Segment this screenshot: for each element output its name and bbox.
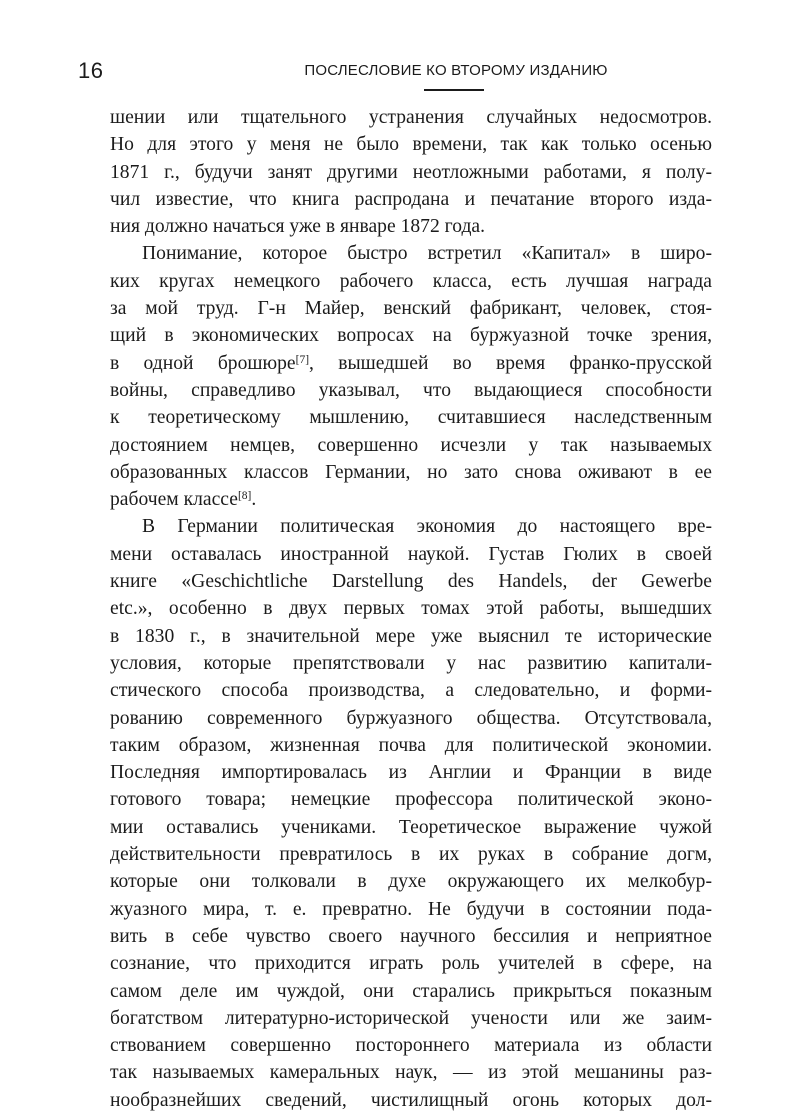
text-line: за мой труд. Г-н Майер, венский фабрикант, человек, стоя-: [110, 298, 712, 320]
text-line: ких кругах немецкого рабочего класса, есть лучшая награда: [110, 270, 712, 292]
text-line: 1871 г., будучи занят другими неотложными работами, я полу-: [110, 161, 712, 183]
paragraph: [110, 240, 712, 513]
text-line: шении или тщательного устранения случайных недосмотров.: [110, 107, 712, 128]
running-title: ПОСЛЕСЛОВИЕ КО ВТОРОМУ ИЗДАНИЮ: [304, 62, 608, 79]
text-line: чил известие, что книга распродана и печатание второго изда-: [110, 188, 712, 210]
text-segment: рабочем классе: [110, 489, 238, 511]
text-line: книге «Geschichtliche Darstellung des Handels, der Gewerbe: [110, 571, 712, 593]
text-line: Но для этого у меня не было времени, так как только осенью: [110, 134, 712, 156]
text-line: Последняя импортировалась из Англии и Франции в виде: [110, 762, 712, 784]
text-line: [110, 350, 712, 377]
paragraph: [110, 104, 712, 240]
text-line: достоянием немцев, совершенно исчезли у так называемых: [110, 434, 712, 456]
text-line: богатством литературно-исторической учености или же заим-: [110, 1007, 712, 1029]
text-line: к теоретическому мышлению, считавшиеся наследственным: [110, 407, 712, 429]
text-segment: .: [251, 489, 257, 511]
text-line: сознание, что приходится играть роль учителей в сфере, на: [110, 953, 712, 975]
text-line: образованных классов Германии, но зато снова оживают в ее: [110, 461, 712, 483]
text-line: [110, 486, 712, 513]
text-line: рованию современного буржуазного общества. Отсутствовала,: [110, 707, 712, 729]
text-line: действительности превратилось в их руках в собрание догм,: [110, 844, 712, 866]
text-line: ствованием совершенно постороннего материала из области: [110, 1035, 712, 1057]
text-line: условия, которые препятствовали у нас развитию капитали-: [110, 652, 712, 674]
body-text: [110, 104, 712, 1114]
text-line: Понимание, которое быстро встретил «Капитал» в широ-: [142, 243, 712, 265]
text-line: мени оставалась иностранной наукой. Густав Гюлих в своей: [110, 543, 712, 565]
text-line: так называемых камеральных наук, — из этой мешанины раз-: [110, 1062, 712, 1084]
text-line: щий в экономических вопросах на буржуазной точке зрения,: [110, 325, 712, 347]
header-rule: [424, 89, 484, 91]
text-line: нообразнейших сведений, чистилищный огонь которых дол-: [110, 1089, 712, 1111]
text-line: мии оставались учениками. Теоретическое выражение чужой: [110, 816, 712, 838]
text-segment: в одной брошюре: [110, 352, 296, 374]
text-line: в 1830 г., в значительной мере уже выяснил те исторические: [110, 625, 712, 647]
text-segment: , вышедшей во время франко-прусской: [309, 352, 712, 374]
text-line: etc.», особенно в двух первых томах этой работы, вышедших: [110, 598, 712, 620]
text-line: жуазного мира, т. е. превратно. Не будучи в состоянии пода-: [110, 898, 712, 920]
text-line: стического способа производства, а следовательно, и форми-: [110, 680, 712, 702]
text-line: готового товара; немецкие профессора политической эконо-: [110, 789, 712, 811]
text-line: В Германии политическая экономия до настоящего вре-: [142, 516, 712, 538]
text-line: вить в себе чувство своего научного бессилия и неприятное: [110, 925, 712, 947]
footnote-marker[interactable]: [8]: [237, 490, 252, 503]
footnote-marker[interactable]: [7]: [295, 353, 310, 366]
text-line: войны, справедливо указывал, что выдающиеся способности: [110, 379, 712, 401]
text-line: которые они толковали в духе окружающего их мелкобур-: [110, 871, 712, 893]
paragraph: [110, 513, 712, 1114]
page-number: 16: [78, 58, 104, 83]
text-line: самом деле им чуждой, они старались прикрыться показным: [110, 980, 712, 1002]
text-line: ния должно начаться уже в январе 1872 года.: [110, 216, 486, 238]
text-line: таким образом, жизненная почва для политической экономии.: [110, 734, 712, 756]
